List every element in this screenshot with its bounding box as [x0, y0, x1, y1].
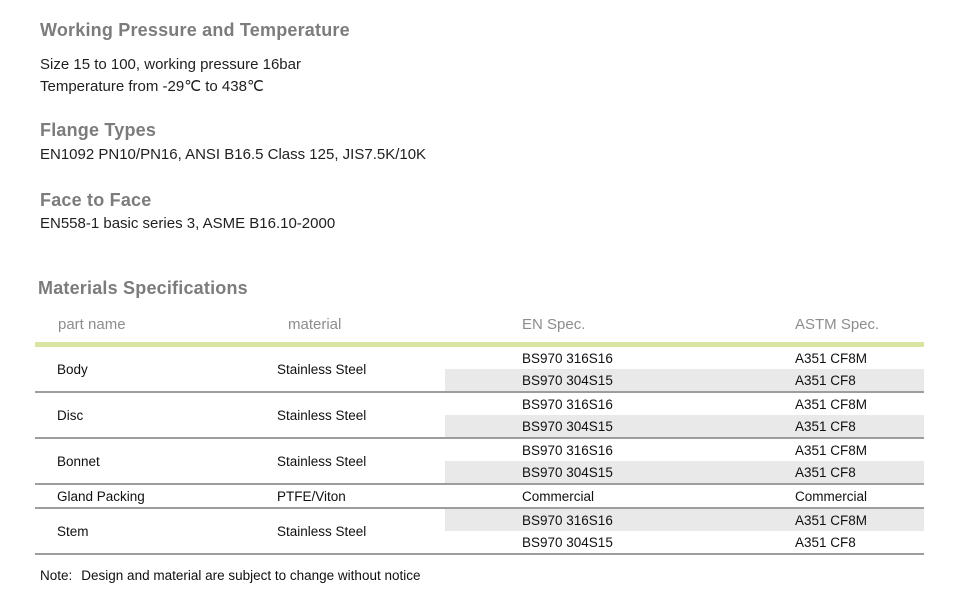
table-group: [35, 347, 924, 393]
material-cell: Stainless Steel: [277, 453, 367, 469]
working-pressure-line-1: Size 15 to 100, working pressure 16bar: [40, 56, 301, 73]
part-name-cell: Gland Packing: [57, 488, 145, 504]
column-header-en-spec: EN Spec.: [522, 316, 586, 333]
part-name-cell: Stem: [57, 523, 89, 539]
spec-rows: [445, 393, 924, 437]
working-pressure-line-2: Temperature from -29℃ to 438℃: [40, 78, 264, 95]
part-name-cell: Bonnet: [57, 453, 100, 469]
material-cell: Stainless Steel: [277, 407, 367, 423]
footnote-text: Design and material are subject to change without notice: [81, 568, 421, 583]
en-spec-cell: Commercial: [522, 488, 595, 504]
spec-row: [445, 485, 924, 507]
table-group: [35, 439, 924, 485]
en-spec-cell: BS970 304S15: [522, 418, 613, 434]
spec-row: [445, 531, 924, 553]
spec-row: [445, 369, 924, 391]
working-pressure-heading: Working Pressure and Temperature: [40, 20, 350, 40]
spec-row: [445, 415, 924, 437]
spec-row: [445, 439, 924, 461]
en-spec-cell: BS970 304S15: [522, 534, 613, 550]
spec-rows: [445, 347, 924, 391]
table-group: [35, 393, 924, 439]
en-spec-cell: BS970 304S15: [522, 464, 613, 480]
spec-rows: [445, 439, 924, 483]
footnote: [40, 568, 420, 583]
material-cell: Stainless Steel: [277, 523, 367, 539]
en-spec-cell: BS970 304S15: [522, 372, 613, 388]
materials-table-body: [35, 347, 924, 555]
astm-spec-cell: A351 CF8: [795, 372, 856, 388]
astm-spec-cell: A351 CF8M: [795, 396, 868, 412]
spec-rows: [445, 509, 924, 553]
material-cell: Stainless Steel: [277, 361, 367, 377]
part-name-cell: Disc: [57, 407, 84, 423]
spec-row: [445, 347, 924, 369]
astm-spec-cell: A351 CF8: [795, 464, 856, 480]
materials-specifications-heading: Materials Specifications: [38, 278, 248, 298]
materials-table-header-row: [35, 312, 924, 342]
face-to-face-line: EN558-1 basic series 3, ASME B16.10-2000: [40, 215, 336, 232]
en-spec-cell: BS970 316S16: [522, 442, 613, 458]
column-header-astm-spec: ASTM Spec.: [795, 316, 880, 333]
astm-spec-cell: A351 CF8: [795, 534, 856, 550]
column-header-part-name: part name: [58, 316, 126, 333]
en-spec-cell: BS970 316S16: [522, 512, 613, 528]
table-group: [35, 485, 924, 509]
spec-row: [445, 461, 924, 483]
flange-types-line: EN1092 PN10/PN16, ANSI B16.5 Class 125, JIS7.5K/10K: [40, 146, 427, 163]
astm-spec-cell: A351 CF8: [795, 418, 856, 434]
face-to-face-heading: Face to Face: [40, 190, 152, 210]
column-header-material: material: [288, 316, 342, 333]
spec-rows: [445, 485, 924, 507]
spec-row: [445, 393, 924, 415]
en-spec-cell: BS970 316S16: [522, 396, 613, 412]
astm-spec-cell: A351 CF8M: [795, 442, 868, 458]
footnote-label: Note:: [40, 568, 73, 583]
materials-table: [35, 312, 924, 555]
flange-types-heading: Flange Types: [40, 120, 157, 140]
astm-spec-cell: Commercial: [795, 488, 868, 504]
part-name-cell: Body: [57, 361, 88, 377]
material-cell: PTFE/Viton: [277, 488, 346, 504]
astm-spec-cell: A351 CF8M: [795, 350, 868, 366]
astm-spec-cell: A351 CF8M: [795, 512, 868, 528]
table-group: [35, 509, 924, 555]
en-spec-cell: BS970 316S16: [522, 350, 613, 366]
spec-row: [445, 509, 924, 531]
